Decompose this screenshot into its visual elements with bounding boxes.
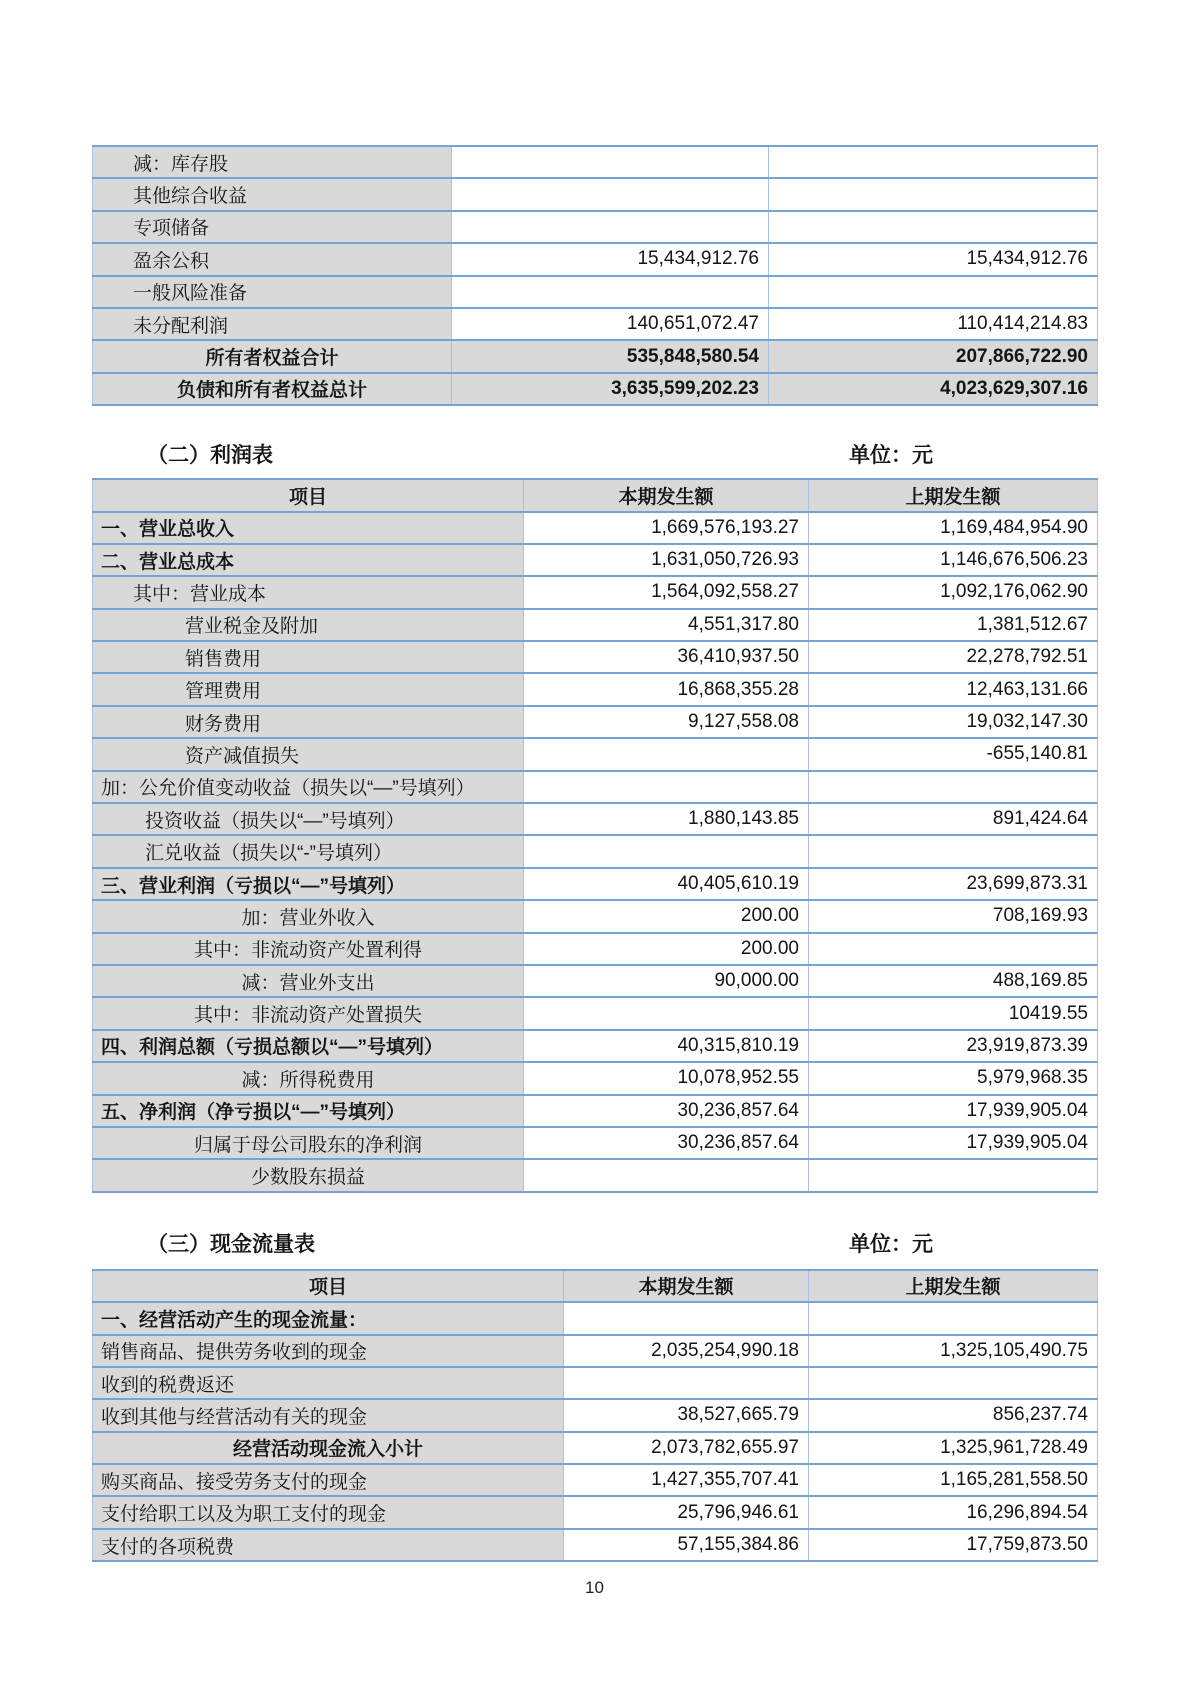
table-row bbox=[93, 803, 1098, 835]
income-statement-title: （二）利润表 bbox=[147, 444, 273, 468]
income-statement-table bbox=[92, 478, 1098, 1193]
current-amount-cell: 16,868,355.28 bbox=[524, 673, 809, 705]
table-row bbox=[93, 178, 1098, 210]
table-row bbox=[93, 340, 1098, 372]
table-row bbox=[93, 609, 1098, 641]
item-label-cell: 五、净利润（净亏损以“—”号填列） bbox=[93, 1095, 524, 1127]
table-row bbox=[93, 373, 1098, 405]
previous-amount-cell bbox=[769, 211, 1098, 243]
table-row bbox=[93, 738, 1098, 770]
previous-amount-cell: 17,939,905.04 bbox=[809, 1095, 1098, 1127]
previous-amount-cell: 110,414,214.83 bbox=[769, 308, 1098, 340]
item-label-cell: 支付给职工以及为职工支付的现金 bbox=[93, 1496, 564, 1528]
table-row bbox=[93, 1335, 1098, 1367]
current-amount-cell: 90,000.00 bbox=[524, 965, 809, 997]
item-label-cell: 营业税金及附加 bbox=[93, 609, 524, 641]
previous-amount-cell bbox=[809, 1367, 1098, 1399]
previous-amount-cell: 22,278,792.51 bbox=[809, 641, 1098, 673]
current-amount-cell: 38,527,665.79 bbox=[564, 1399, 809, 1431]
current-amount-cell: 25,796,946.61 bbox=[564, 1496, 809, 1528]
current-amount-cell bbox=[524, 771, 809, 803]
current-amount-cell: 40,315,810.19 bbox=[524, 1030, 809, 1062]
current-amount-cell: 200.00 bbox=[524, 933, 809, 965]
previous-amount-cell bbox=[809, 835, 1098, 867]
current-amount-cell bbox=[564, 1367, 809, 1399]
item-label-cell: 销售商品、提供劳务收到的现金 bbox=[93, 1335, 564, 1367]
item-label-cell: 减：库存股 bbox=[93, 146, 452, 178]
previous-amount-cell bbox=[809, 1302, 1098, 1334]
item-label-cell: 归属于母公司股东的净利润 bbox=[93, 1127, 524, 1159]
table-row bbox=[93, 933, 1098, 965]
item-label-cell: 汇兑收益（损失以“-”号填列） bbox=[93, 835, 524, 867]
previous-amount-cell bbox=[809, 771, 1098, 803]
item-label-cell: 收到的税费返还 bbox=[93, 1367, 564, 1399]
table-row bbox=[93, 900, 1098, 932]
current-amount-cell: 140,651,072.47 bbox=[452, 308, 769, 340]
table-row bbox=[93, 276, 1098, 308]
previous-amount-cell: 19,032,147.30 bbox=[809, 706, 1098, 738]
income-statement-title-row bbox=[92, 442, 1097, 470]
previous-amount-cell: 16,296,894.54 bbox=[809, 1496, 1098, 1528]
unit-label: 单位：元 bbox=[849, 444, 933, 468]
current-amount-cell bbox=[452, 276, 769, 308]
table-row bbox=[93, 1496, 1098, 1528]
previous-amount-cell: 708,169.93 bbox=[809, 900, 1098, 932]
column-header-current-period: 本期发生额 bbox=[564, 1270, 809, 1302]
previous-amount-cell: 1,146,676,506.23 bbox=[809, 544, 1098, 576]
previous-amount-cell: 1,381,512.67 bbox=[809, 609, 1098, 641]
table-row bbox=[93, 1529, 1098, 1561]
current-amount-cell: 1,631,050,726.93 bbox=[524, 544, 809, 576]
table-row bbox=[93, 641, 1098, 673]
item-label-cell: 一、经营活动产生的现金流量： bbox=[93, 1302, 564, 1334]
previous-amount-cell: 17,759,873.50 bbox=[809, 1529, 1098, 1561]
table-row bbox=[93, 512, 1098, 544]
previous-amount-cell: 1,092,176,062.90 bbox=[809, 576, 1098, 608]
cash-flow-table bbox=[92, 1269, 1098, 1563]
item-label-cell: 盈余公积 bbox=[93, 243, 452, 275]
previous-amount-cell: 1,325,105,490.75 bbox=[809, 1335, 1098, 1367]
item-label-cell: 经营活动现金流入小计 bbox=[93, 1432, 564, 1464]
previous-amount-cell: 207,866,722.90 bbox=[769, 340, 1098, 372]
item-label-cell: 资产减值损失 bbox=[93, 738, 524, 770]
item-label-cell: 四、利润总额（亏损总额以“—”号填列） bbox=[93, 1030, 524, 1062]
table-row bbox=[93, 1095, 1098, 1127]
table-row bbox=[93, 1302, 1098, 1334]
current-amount-cell: 2,035,254,990.18 bbox=[564, 1335, 809, 1367]
current-amount-cell bbox=[452, 211, 769, 243]
column-header-previous-period: 上期发生额 bbox=[809, 1270, 1098, 1302]
item-label-cell: 购买商品、接受劳务支付的现金 bbox=[93, 1464, 564, 1496]
item-label-cell: 减：营业外支出 bbox=[93, 965, 524, 997]
current-amount-cell: 3,635,599,202.23 bbox=[452, 373, 769, 405]
page-number: 10 bbox=[585, 1578, 604, 1598]
current-amount-cell: 1,880,143.85 bbox=[524, 803, 809, 835]
table-row bbox=[93, 1127, 1098, 1159]
table-row bbox=[93, 1030, 1098, 1062]
item-label-cell: 少数股东损益 bbox=[93, 1159, 524, 1191]
previous-amount-cell: 1,165,281,558.50 bbox=[809, 1464, 1098, 1496]
table-row bbox=[93, 771, 1098, 803]
table-row bbox=[93, 1432, 1098, 1464]
table-row bbox=[93, 706, 1098, 738]
table-row bbox=[93, 835, 1098, 867]
current-amount-cell bbox=[452, 178, 769, 210]
column-header-previous-period: 上期发生额 bbox=[809, 479, 1098, 511]
current-amount-cell: 15,434,912.76 bbox=[452, 243, 769, 275]
previous-amount-cell: 12,463,131.66 bbox=[809, 673, 1098, 705]
table-row bbox=[93, 308, 1098, 340]
current-amount-cell bbox=[524, 835, 809, 867]
previous-amount-cell bbox=[809, 933, 1098, 965]
table-row bbox=[93, 673, 1098, 705]
previous-amount-cell: 10419.55 bbox=[809, 997, 1098, 1029]
column-header-item: 项目 bbox=[93, 1270, 564, 1302]
current-amount-cell: 2,073,782,655.97 bbox=[564, 1432, 809, 1464]
previous-amount-cell: 5,979,968.35 bbox=[809, 1062, 1098, 1094]
item-label-cell: 三、营业利润（亏损以“—”号填列） bbox=[93, 868, 524, 900]
table-row bbox=[93, 965, 1098, 997]
table-header-row bbox=[93, 1270, 1098, 1302]
current-amount-cell: 1,564,092,558.27 bbox=[524, 576, 809, 608]
previous-amount-cell: 23,699,873.31 bbox=[809, 868, 1098, 900]
current-amount-cell: 30,236,857.64 bbox=[524, 1127, 809, 1159]
previous-amount-cell bbox=[809, 1159, 1098, 1191]
current-amount-cell: 1,427,355,707.41 bbox=[564, 1464, 809, 1496]
page-content bbox=[92, 0, 1097, 1598]
item-label-cell: 一般风险准备 bbox=[93, 276, 452, 308]
current-amount-cell: 9,127,558.08 bbox=[524, 706, 809, 738]
item-label-cell: 其中：非流动资产处置损失 bbox=[93, 997, 524, 1029]
item-label-cell: 未分配利润 bbox=[93, 308, 452, 340]
table-row bbox=[93, 576, 1098, 608]
current-amount-cell: 36,410,937.50 bbox=[524, 641, 809, 673]
previous-amount-cell: 856,237.74 bbox=[809, 1399, 1098, 1431]
previous-amount-cell: 15,434,912.76 bbox=[769, 243, 1098, 275]
table-row bbox=[93, 1399, 1098, 1431]
table-row bbox=[93, 243, 1098, 275]
item-label-cell: 加：公允价值变动收益（损失以“—”号填列） bbox=[93, 771, 524, 803]
item-label-cell: 支付的各项税费 bbox=[93, 1529, 564, 1561]
item-label-cell: 财务费用 bbox=[93, 706, 524, 738]
cash-flow-title-row bbox=[92, 1231, 1097, 1259]
item-label-cell: 一、营业总收入 bbox=[93, 512, 524, 544]
item-label-cell: 负债和所有者权益总计 bbox=[93, 373, 452, 405]
previous-amount-cell bbox=[769, 178, 1098, 210]
item-label-cell: 减：所得税费用 bbox=[93, 1062, 524, 1094]
item-label-cell: 其他综合收益 bbox=[93, 178, 452, 210]
previous-amount-cell: 4,023,629,307.16 bbox=[769, 373, 1098, 405]
table-row bbox=[93, 1159, 1098, 1191]
item-label-cell: 销售费用 bbox=[93, 641, 524, 673]
table-row bbox=[93, 1062, 1098, 1094]
item-label-cell: 收到其他与经营活动有关的现金 bbox=[93, 1399, 564, 1431]
item-label-cell: 所有者权益合计 bbox=[93, 340, 452, 372]
current-amount-cell: 4,551,317.80 bbox=[524, 609, 809, 641]
column-header-current-period: 本期发生额 bbox=[524, 479, 809, 511]
previous-amount-cell: 1,325,961,728.49 bbox=[809, 1432, 1098, 1464]
item-label-cell: 投资收益（损失以“—”号填列） bbox=[93, 803, 524, 835]
cash-flow-title: （三）现金流量表 bbox=[147, 1232, 315, 1256]
previous-amount-cell: 23,919,873.39 bbox=[809, 1030, 1098, 1062]
item-label-cell: 加：营业外收入 bbox=[93, 900, 524, 932]
table-row bbox=[93, 1367, 1098, 1399]
table-row bbox=[93, 1464, 1098, 1496]
previous-amount-cell: 488,169.85 bbox=[809, 965, 1098, 997]
table-row bbox=[93, 211, 1098, 243]
current-amount-cell: 1,669,576,193.27 bbox=[524, 512, 809, 544]
item-label-cell: 其中：非流动资产处置利得 bbox=[93, 933, 524, 965]
current-amount-cell bbox=[524, 1159, 809, 1191]
table-row bbox=[93, 544, 1098, 576]
item-label-cell: 管理费用 bbox=[93, 673, 524, 705]
previous-amount-cell bbox=[769, 276, 1098, 308]
current-amount-cell: 10,078,952.55 bbox=[524, 1062, 809, 1094]
previous-amount-cell: 891,424.64 bbox=[809, 803, 1098, 835]
current-amount-cell: 30,236,857.64 bbox=[524, 1095, 809, 1127]
previous-amount-cell: -655,140.81 bbox=[809, 738, 1098, 770]
item-label-cell: 二、营业总成本 bbox=[93, 544, 524, 576]
current-amount-cell bbox=[524, 738, 809, 770]
current-amount-cell bbox=[452, 146, 769, 178]
previous-amount-cell bbox=[769, 146, 1098, 178]
table-header-row bbox=[93, 479, 1098, 511]
previous-amount-cell: 1,169,484,954.90 bbox=[809, 512, 1098, 544]
table-row bbox=[93, 868, 1098, 900]
column-header-item: 项目 bbox=[93, 479, 524, 511]
current-amount-cell: 535,848,580.54 bbox=[452, 340, 769, 372]
previous-amount-cell: 17,939,905.04 bbox=[809, 1127, 1098, 1159]
unit-label: 单位：元 bbox=[849, 1232, 933, 1256]
current-amount-cell: 57,155,384.86 bbox=[564, 1529, 809, 1561]
table-row bbox=[93, 146, 1098, 178]
balance-sheet-equity-table bbox=[92, 145, 1098, 406]
current-amount-cell: 200.00 bbox=[524, 900, 809, 932]
item-label-cell: 其中：营业成本 bbox=[93, 576, 524, 608]
item-label-cell: 专项储备 bbox=[93, 211, 452, 243]
current-amount-cell: 40,405,610.19 bbox=[524, 868, 809, 900]
table-row bbox=[93, 997, 1098, 1029]
current-amount-cell bbox=[524, 997, 809, 1029]
current-amount-cell bbox=[564, 1302, 809, 1334]
